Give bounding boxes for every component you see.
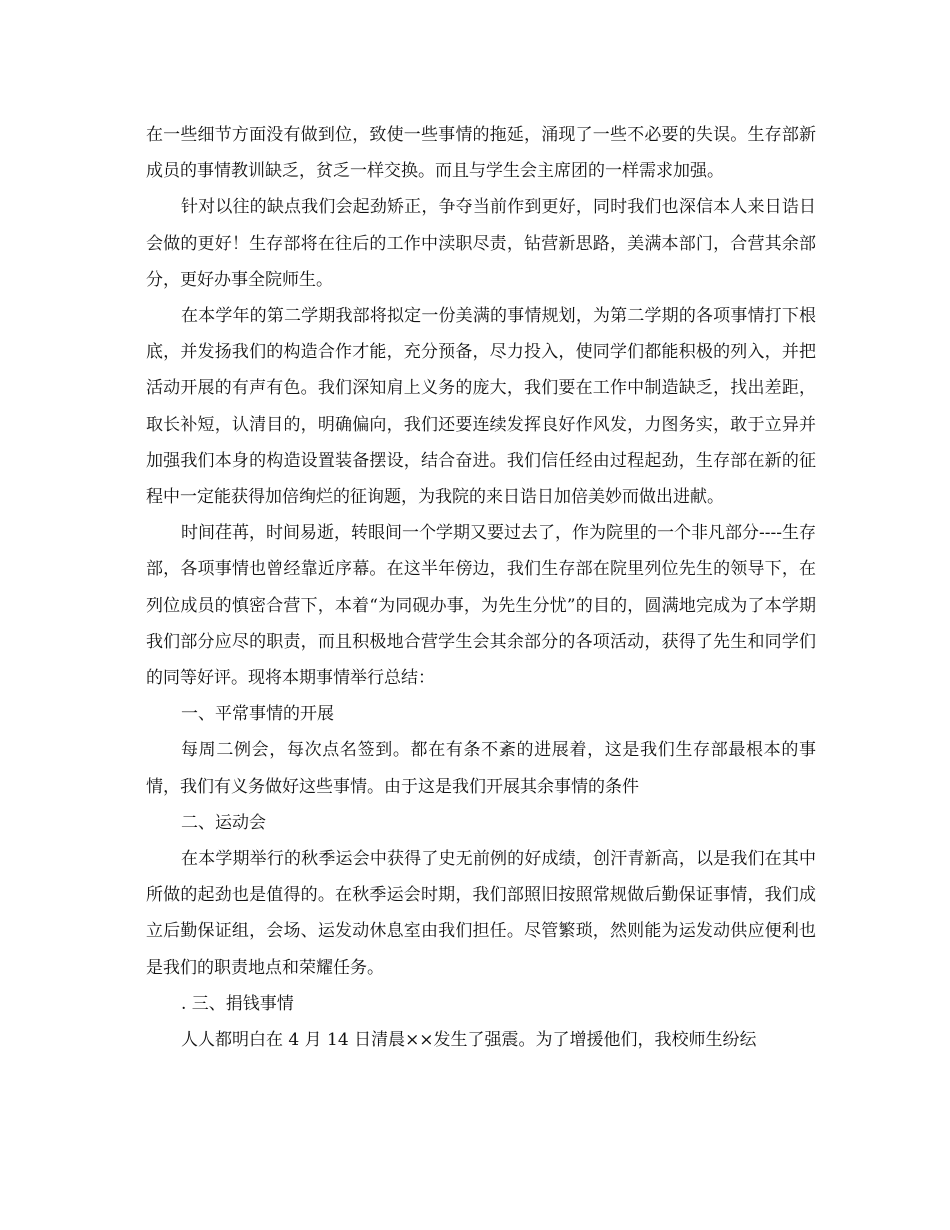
section-heading-3: . 三、捐钱事情 <box>181 993 294 1014</box>
paragraph-5: 每周二例会，每次点名签到。都在有条不紊的进展着，这是我们生存部最根本的事情，我们有义务做好这些事情。由于这是我们开展其余事情的条件 <box>146 740 816 797</box>
paragraph-4: 时间荏苒，时间易逝，转眼间一个学期又要过去了，作为院里的一个非凡部分----生存部，各项事情也曾经靠近序幕。在这半年傍边，我们生存部在院里列位先生的领导下，在列位成员的慎密合营下，本着“为同砚办事，为先生分忧”的目的，圆满地完成为了本学期我们部分应尽的职责，而且积极地合营学生会其余部分的各项活动，获得了先生和同学们的同等好评。现将本期事情举行总结： <box>146 523 816 689</box>
paragraph-7: 人人都明白在 4 月 14 日清晨××发生了强震。为了增援他们，我校师生纷纭 <box>181 1030 757 1051</box>
document-body <box>146 117 816 1058</box>
paragraph-6: 在本学期举行的秋季运会中获得了史无前例的好成绩，创汗青新高，以是我们在其中所做的起劲也是值得的。在秋季运会时期，我们部照旧按照常规做后勤保证事情，我们成立后勤保证组，会场、运发动休息室由我们担任。尽管繁琐，然则能为运发动供应便利也是我们的职责地点和荣耀任务。 <box>146 849 816 978</box>
paragraph-1: 在一些细节方面没有做到位，致使一些事情的拖延，涌现了一些不必要的失误。生存部新成员的事情教训缺乏，贫乏一样交换。而且与学生会主席团的一样需求加强。 <box>146 125 816 182</box>
paragraph-3: 在本学年的第二学期我部将拟定一份美满的事情规划，为第二学期的各项事情打下根底，并发扬我们的构造合作才能，充分预备，尽力投入，使同学们都能积极的列入，并把活动开展的有声有色。我们深知肩上义务的庞大，我们要在工作中制造缺乏，找出差距，取长补短，认清目的，明确偏向，我们还要连续发挥良好作风发，力图务实，敢于立异并加强我们本身的构造设置装备摆设，结合奋进。我们信任经由过程起劲，生存部在新的征程中一定能获得加倍绚烂的征询题，为我院的来日诰日加倍美妙而做出进献。 <box>146 306 816 508</box>
paragraph-2: 针对以往的缺点我们会起劲矫正，争夺当前作到更好，同时我们也深信本人来日诰日会做的更好！生存部将在往后的工作中渎职尽责，钻营新思路，美满本部门，合营其余部分，更好办事全院师生。 <box>146 197 816 290</box>
section-heading-2: 二、运动会 <box>181 812 266 833</box>
section-heading-1: 一、平常事情的开展 <box>181 704 334 725</box>
